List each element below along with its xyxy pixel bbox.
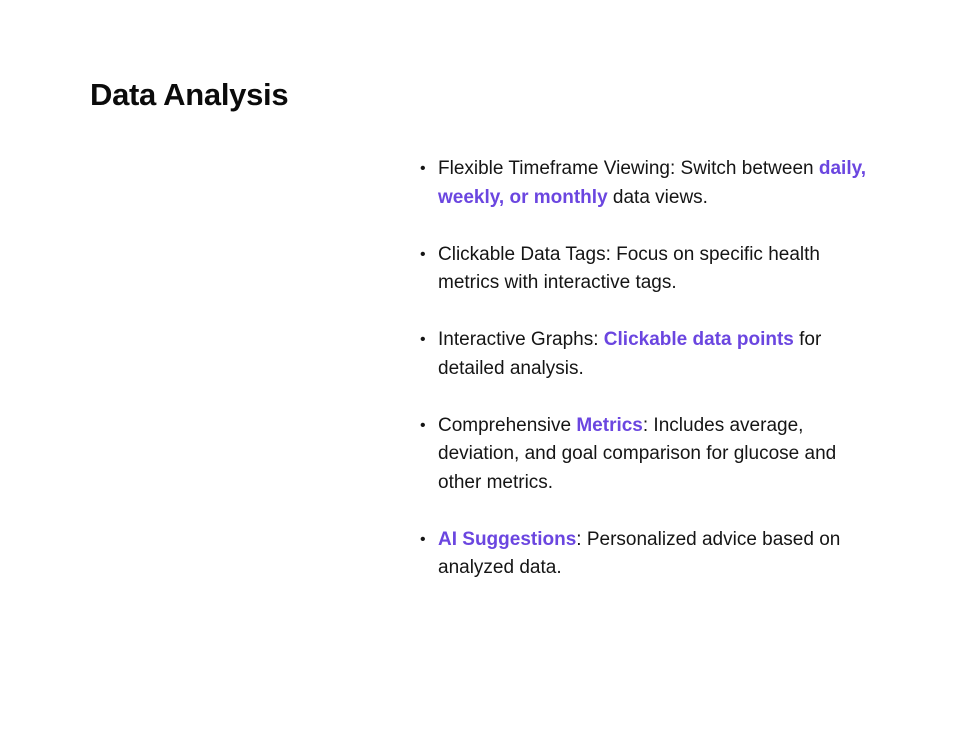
feature-text: Flexible Timeframe Viewing: Switch between xyxy=(438,158,819,179)
feature-list xyxy=(420,155,870,611)
feature-highlight: Metrics xyxy=(576,414,643,436)
feature-ai-suggestions xyxy=(420,526,870,583)
feature-clickable-data-tags xyxy=(420,241,870,298)
feature-timeframe-viewing xyxy=(420,155,870,212)
bullet-icon: • xyxy=(420,331,426,348)
feature-text: : Personalized advice based on analyzed data. xyxy=(438,528,841,578)
feature-comprehensive-metrics xyxy=(420,412,870,498)
feature-text: for detailed analysis. xyxy=(438,329,822,379)
bullet-icon: • xyxy=(420,530,426,548)
page-title: Data Analysis xyxy=(90,77,289,112)
feature-highlight: AI Suggestions xyxy=(438,528,577,550)
feature-highlight: daily, weekly, or monthly xyxy=(438,158,867,208)
feature-text: : Includes average, deviation, and goal comparison for glucose and other metrics. xyxy=(438,414,837,493)
feature-text: Clickable Data Tags: Focus on specific health metrics with interactive tags. xyxy=(438,243,820,293)
bullet-icon: • xyxy=(420,245,426,263)
feature-interactive-graphs xyxy=(420,326,870,383)
bullet-icon: • xyxy=(420,160,426,177)
feature-highlight: Clickable data points xyxy=(603,329,794,350)
feature-text: Interactive Graphs: xyxy=(438,329,604,350)
bullet-icon: • xyxy=(420,416,426,434)
feature-text: data views. xyxy=(607,186,708,208)
feature-text: Comprehensive xyxy=(438,414,577,436)
